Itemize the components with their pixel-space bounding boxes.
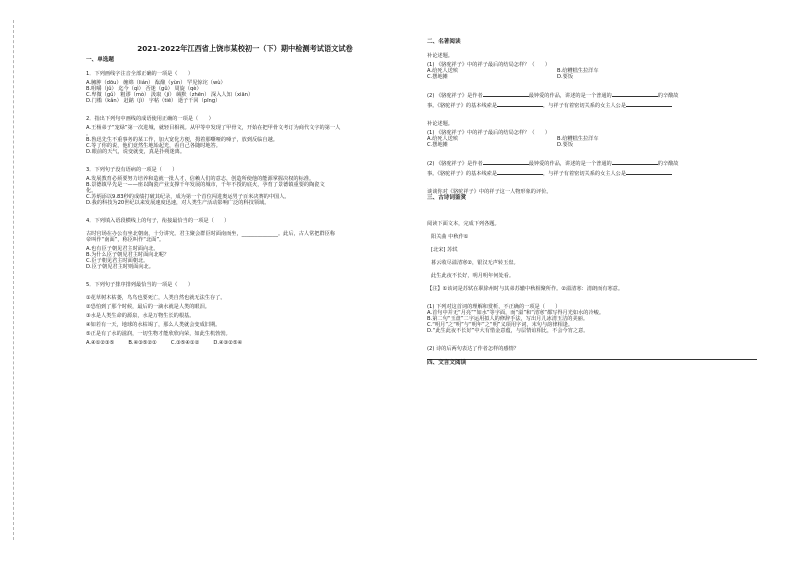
classics-question-3 bbox=[427, 130, 772, 148]
option: D.臣子朝见君主时则面向北。 bbox=[86, 264, 154, 270]
poem-author: [北宋] 苏轼 bbox=[431, 247, 458, 253]
fill-line: 事。《骆驼祥子》的基本线索是 ，与祥子有着密切关系的女主人公是 bbox=[427, 170, 772, 177]
option: D.要饭 bbox=[557, 74, 574, 80]
question-5 bbox=[86, 282, 404, 346]
binding-dashed-line bbox=[13, 20, 14, 540]
option: A.发展教育必须要努力培养和造就一批人才，信赖人们的意志，创造所使他的能源掌握决权的标准。 bbox=[86, 176, 315, 182]
question-stem: 4．下列填入语段横线上的句子，衔接最恰当的一项是（ ） bbox=[86, 218, 230, 224]
essay-prompt: 谈谈你对《骆驼祥子》中的祥子这一人物形象的评价。 bbox=[427, 189, 552, 195]
option: C.臣子朝见君主时面朝北。 bbox=[86, 258, 149, 264]
right-column bbox=[427, 39, 772, 367]
answer-blank[interactable] bbox=[483, 160, 529, 165]
sentence-item: ①花草树木枯萎，鸟鸟也要死亡，人类自然也就无法生存了。 bbox=[86, 295, 226, 301]
answer-blank[interactable] bbox=[483, 92, 529, 97]
poem-note: 【注】①该词是苏轼在职徐州时与其弟苏辙中秋相聚所作。②溢清寒：清朗而有寒意。 bbox=[427, 286, 624, 292]
classics-question-4 bbox=[427, 160, 772, 177]
option: B.给糟糕生拉洋车 bbox=[557, 68, 599, 74]
question-stem: 3．下列句子没有语病的一项是（ ） bbox=[86, 167, 178, 173]
answer-blank[interactable] bbox=[497, 170, 543, 175]
passage-line: 帝叫作“南面”，称臣叫作“北面”。 bbox=[86, 237, 165, 243]
option: 化。 bbox=[86, 188, 97, 194]
question-stem: 5．下列句子排序排列最恰当的一项是（ ） bbox=[86, 282, 194, 288]
option: A.臃肿（dōu） 缠绵（lián） 酝酿（yùn） 罕见惊诧（wù） bbox=[86, 80, 226, 86]
option: A.给死人送殡 bbox=[427, 68, 459, 74]
option: B.景德镇早先是一——座以陶瓷产业支撑千年发展的城市，千年不授的底火，孕育了景德镇重要的陶瓷文 bbox=[86, 182, 325, 188]
option: B.为什么臣子朝见君主时面向北呢？ bbox=[86, 252, 170, 258]
poem-line: 此生此夜不长好，明月明年何处看。 bbox=[431, 273, 515, 279]
option-grid bbox=[427, 68, 687, 80]
fill-line: (2) 《骆驼祥子》是作者 最钟爱的作品，讲述的是一个普通的 的辛酸故 bbox=[427, 161, 679, 167]
answer-blank[interactable] bbox=[612, 160, 658, 165]
left-column bbox=[86, 44, 404, 346]
poem-block bbox=[427, 221, 772, 292]
answer-blank[interactable] bbox=[612, 92, 658, 97]
classics-question-2 bbox=[427, 92, 772, 109]
question-stem: (2) 诗的后两句表达了作者怎样的感情？ bbox=[427, 346, 519, 352]
question-stem: (1) 《骆驼祥子》中的祥子最后的结局怎样？（ ） bbox=[427, 62, 551, 68]
section-classical-chinese: 四、文言文阅读 bbox=[427, 360, 467, 366]
option: C.苏炳添以9.83秒的成绩打破其纪录，成为第一个首位闯进奥运男子百米决赛的中国人。 bbox=[86, 194, 290, 200]
option-row bbox=[86, 340, 404, 346]
option: A.首句中并无“月亮”“如水”等字面，而“溢”和“清寒”都写得月光如水的冷峻。 bbox=[427, 310, 605, 316]
section-poetry-appreciation: 三、古诗词鉴赏 bbox=[427, 195, 467, 201]
passage-line: 古时官场在办公有坐北朝南，十分讲究。君主聚会群臣时面南而坐，______________。此后，古人常把群臣称 bbox=[86, 231, 336, 237]
fill-line: (2) 《骆驼祥子》是作者 最钟爱的作品，讲述的是一个普通的 的辛酸故 bbox=[427, 93, 679, 99]
instruction: 补论述题。 bbox=[427, 121, 453, 127]
answer-line[interactable] bbox=[427, 352, 757, 360]
poetry-question-1 bbox=[427, 304, 772, 334]
option-grid bbox=[427, 136, 687, 148]
option: C.摆地摊 bbox=[427, 74, 448, 80]
option: A.也有臣子朝见君主时面向北。 bbox=[86, 246, 159, 252]
option: D.门槛（kǎn） 赶踮（jì） 字帖（tiē） 逝子千回（pīng） bbox=[86, 98, 221, 104]
option: D.我的科技为20世纪以来发展速度迅速，对人类生产活动影响广泛的科技领域。 bbox=[86, 200, 270, 206]
question-1 bbox=[86, 71, 404, 104]
option: D.“此生此夜不长好”中大有惜金意蕴，与层情谊相比，不会今宵之意。 bbox=[427, 328, 589, 334]
option: A.给死人送殡 bbox=[427, 136, 459, 142]
sentence-item: ⑤正是有了水的滋润，一切生物才能欣欣向荣，如此生机勃勃。 bbox=[86, 331, 231, 337]
question-stem: 2．指出下列句中画线的成语使用正确的一项是（ ） bbox=[86, 116, 214, 122]
question-3 bbox=[86, 167, 404, 206]
answer-blank[interactable] bbox=[497, 102, 543, 107]
sentence-item: ②恐怕到了那个时候，最后的一滴水就是人类的眼泪。 bbox=[86, 304, 210, 310]
sentence-item: ④如若有一天，地球的水枯竭了，那么人类就会变成旧期。 bbox=[86, 322, 221, 328]
option: C.等了你的说，他们竟然生地始起光，看自己各随时地答。 bbox=[86, 143, 221, 149]
option: D.要饭 bbox=[557, 142, 574, 148]
option: 。 bbox=[86, 131, 92, 137]
question-stem: (1) 《骆驼祥子》中的祥子最后的结局怎样？（ ） bbox=[427, 130, 551, 136]
option: B.鲁迅先生不重事务的某工作，加大宽化方便，拇着那嘶哑的嗓子，放到反临自越。 bbox=[86, 137, 278, 143]
answer-blank[interactable] bbox=[626, 170, 672, 175]
option: B.④③⑤②① bbox=[128, 340, 157, 346]
question-stem: (1) 下列对这首词的理解和赏析，不正确的一项是（ ） bbox=[427, 304, 561, 310]
poetry-question-2 bbox=[427, 346, 772, 360]
option: B.咀嚼（jǔ） 迄今（qì） 否迷（gǔ） 周旋（qè） bbox=[86, 86, 202, 92]
option: B.第二句“玉盘”二字运用拟人的修辞手法，写出月儿冰清玉洁的美丽。 bbox=[427, 316, 589, 322]
option: A.王杨弟子“宠绿”第一次进城，就轻目相视。从甲等中发现了甲骨文，开始在把甲骨文考订为商代文字的第一人 bbox=[86, 125, 341, 131]
section-classics-reading: 二、名著阅读 bbox=[427, 39, 461, 45]
answer-blank[interactable] bbox=[626, 102, 672, 107]
option: C.③⑤④①② bbox=[170, 340, 200, 346]
question-4 bbox=[86, 218, 404, 270]
poem-title: 阳关曲 中秋作① bbox=[431, 234, 469, 240]
instruction: 阅读下面文本，完成下列各题。 bbox=[427, 221, 500, 227]
option: C.“明月”之“明”与“明年”之“明”义项用字词，末句与韵律相逢。 bbox=[427, 322, 574, 328]
option: B.给糟糕生拉洋车 bbox=[557, 136, 599, 142]
option: C.摆地摊 bbox=[427, 142, 448, 148]
fill-line: 事。《骆驼祥子》的基本线索是 ，与祥子有着密切关系的女主人公是 bbox=[427, 102, 772, 109]
section-single-choice: 一、单选题 bbox=[86, 57, 114, 63]
sentence-item: ③水是人类生命的源泉，水是万物生长的根基。 bbox=[86, 313, 195, 319]
option: C.卑微（gǔ） 粗谬（mò） 汲取（jí） 缄默（zhēn） 深入人知（xiān） bbox=[86, 92, 254, 98]
instruction: 补论述题。 bbox=[427, 53, 453, 59]
option: D.④③②⑤④ bbox=[213, 340, 243, 346]
option: A.④①②③⑤ bbox=[86, 340, 115, 346]
poem-line: 暮云收尽溢清寒②，银汉无声转玉盘。 bbox=[431, 260, 519, 266]
question-stem: 1．下列画线字注音全部正确的一项是（ ） bbox=[86, 71, 194, 77]
classics-question-1 bbox=[427, 62, 772, 80]
option: D.眼前的天气，说变就变，真是扑朔迷离。 bbox=[86, 149, 186, 155]
question-2 bbox=[86, 116, 404, 155]
exam-title: 2021-2022年江西省上饶市某校初一（下）期中检测考试语文试卷 bbox=[137, 44, 353, 53]
